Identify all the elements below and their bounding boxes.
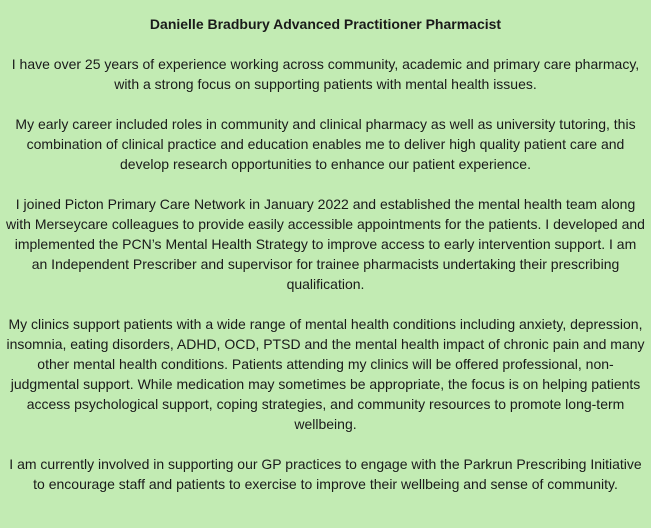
- profile-paragraph-early-career: My early career included roles in community and clinical pharmacy as well as university tutoring, this combination of clinical practice and education enables me to deliver high quality patient care and develop research opportunities to enhance our patient experience.: [15, 116, 636, 172]
- profile-paragraph-parkrun: I am currently involved in supporting our GP practices to engage with the Parkrun Prescribing Initiative to encourage staff and patients to exercise to improve their wellbeing and sense of community.: [9, 456, 642, 492]
- profile-paragraph-pcn: I joined Picton Primary Care Network in January 2022 and established the mental health team along with Merseycare colleagues to provide easily accessible appointments for the patients. I developed and implemented the PCN’s Mental Health Strategy to improve access to early intervention support. I am an Independent Prescriber and supervisor for trainee pharmacists undertaking their prescribing qualification.: [6, 196, 645, 292]
- profile-paragraph-experience: I have over 25 years of experience working across community, academic and primary care pharmacy, with a strong focus on supporting patients with mental health issues.: [11, 56, 640, 92]
- profile-title: Danielle Bradbury Advanced Practitioner Pharmacist: [149, 16, 502, 32]
- profile-paragraph-clinics: My clinics support patients with a wide range of mental health conditions including anxiety, depression, insomnia, eating disorders, ADHD, OCD, PTSD and the mental health impact of chronic pain and many other mental health conditions. Patients attending my clinics will be offered professional, non-judgmental support. While medication may sometimes be appropriate, the focus is on helping patients access psychological support, coping strategies, and community resources to promote long-term wellbeing.: [6, 316, 645, 432]
